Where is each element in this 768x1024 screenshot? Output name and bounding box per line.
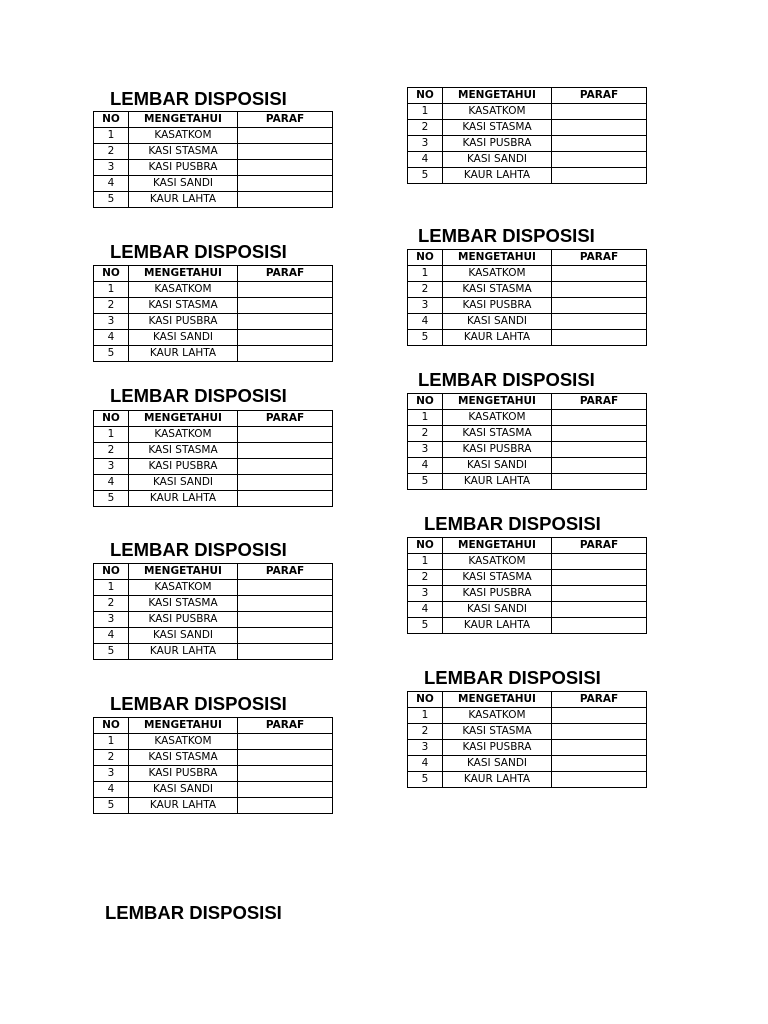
form-title: LEMBAR DISPOSISI [110, 539, 287, 560]
row-paraf [238, 459, 333, 475]
form-title: LEMBAR DISPOSISI [418, 369, 595, 390]
form-title: LEMBAR DISPOSISI [418, 225, 595, 246]
header-mengetahui: MENGETAHUI [443, 692, 552, 708]
header-no: NO [408, 88, 443, 104]
form-title: LEMBAR DISPOSISI [110, 88, 287, 109]
row-mengetahui: KAUR LAHTA [129, 798, 238, 814]
header-paraf: PARAF [552, 88, 647, 104]
row-mengetahui: KASI PUSBRA [443, 298, 552, 314]
row-number: 4 [408, 314, 443, 330]
row-number: 2 [408, 120, 443, 136]
form-title: LEMBAR DISPOSISI [424, 513, 601, 534]
table-row [408, 104, 647, 120]
row-mengetahui: KASATKOM [443, 104, 552, 120]
row-paraf [238, 734, 333, 750]
row-paraf [552, 756, 647, 772]
row-paraf [552, 442, 647, 458]
row-mengetahui: KASI SANDI [129, 330, 238, 346]
table-row [408, 120, 647, 136]
header-mengetahui: MENGETAHUI [129, 564, 238, 580]
header-no: NO [94, 411, 129, 427]
row-paraf [552, 104, 647, 120]
row-paraf [238, 160, 333, 176]
header-paraf: PARAF [238, 718, 333, 734]
table-header-row [94, 564, 333, 580]
row-mengetahui: KASI STASMA [443, 570, 552, 586]
table-row [408, 168, 647, 184]
row-number: 5 [408, 618, 443, 634]
row-paraf [238, 580, 333, 596]
row-number: 1 [408, 266, 443, 282]
row-number: 2 [408, 282, 443, 298]
table-row [94, 282, 333, 298]
table-row [408, 282, 647, 298]
row-mengetahui: KASI STASMA [129, 443, 238, 459]
row-paraf [238, 427, 333, 443]
row-number: 3 [408, 136, 443, 152]
table-row [408, 298, 647, 314]
row-paraf [552, 586, 647, 602]
row-mengetahui: KASI SANDI [129, 176, 238, 192]
table-header-row [408, 538, 647, 554]
row-paraf [238, 144, 333, 160]
table-row [408, 586, 647, 602]
row-mengetahui: KASI PUSBRA [129, 766, 238, 782]
disposition-table [407, 393, 647, 490]
row-number: 1 [94, 282, 129, 298]
table-row [94, 612, 333, 628]
header-mengetahui: MENGETAHUI [443, 88, 552, 104]
table-header-row [408, 250, 647, 266]
table-row [408, 458, 647, 474]
row-mengetahui: KASI PUSBRA [129, 612, 238, 628]
row-paraf [238, 298, 333, 314]
row-paraf [552, 168, 647, 184]
row-number: 5 [408, 474, 443, 490]
row-number: 3 [94, 160, 129, 176]
row-number: 1 [94, 580, 129, 596]
row-paraf [552, 772, 647, 788]
row-number: 3 [94, 612, 129, 628]
form-title: LEMBAR DISPOSISI [105, 902, 282, 923]
row-paraf [238, 798, 333, 814]
row-mengetahui: KASI SANDI [443, 756, 552, 772]
row-paraf [552, 708, 647, 724]
row-mengetahui: KASATKOM [443, 708, 552, 724]
disposition-table [407, 87, 647, 184]
row-mengetahui: KAUR LAHTA [443, 474, 552, 490]
row-paraf [552, 458, 647, 474]
table-row [94, 192, 333, 208]
header-no: NO [408, 250, 443, 266]
row-paraf [238, 766, 333, 782]
header-paraf: PARAF [238, 564, 333, 580]
row-paraf [238, 443, 333, 459]
form-title: LEMBAR DISPOSISI [110, 693, 287, 714]
table-row [408, 570, 647, 586]
row-number: 3 [94, 459, 129, 475]
row-number: 1 [94, 734, 129, 750]
table-row [94, 798, 333, 814]
row-number: 5 [408, 168, 443, 184]
row-number: 3 [94, 766, 129, 782]
row-paraf [552, 120, 647, 136]
row-paraf [238, 750, 333, 766]
table-row [94, 346, 333, 362]
row-number: 2 [408, 570, 443, 586]
form-title: LEMBAR DISPOSISI [424, 667, 601, 688]
row-number: 4 [408, 152, 443, 168]
row-paraf [552, 740, 647, 756]
row-paraf [552, 266, 647, 282]
row-number: 3 [408, 740, 443, 756]
table-header-row [94, 718, 333, 734]
row-number: 2 [408, 724, 443, 740]
table-header-row [408, 88, 647, 104]
table-row [408, 266, 647, 282]
header-no: NO [94, 112, 129, 128]
row-paraf [238, 330, 333, 346]
row-mengetahui: KASI SANDI [129, 782, 238, 798]
table-header-row [94, 411, 333, 427]
row-number: 4 [94, 475, 129, 491]
row-number: 2 [94, 298, 129, 314]
row-paraf [238, 128, 333, 144]
table-header-row [94, 266, 333, 282]
table-row [408, 442, 647, 458]
row-paraf [552, 152, 647, 168]
row-mengetahui: KAUR LAHTA [443, 330, 552, 346]
row-mengetahui: KAUR LAHTA [443, 772, 552, 788]
table-row [94, 596, 333, 612]
row-mengetahui: KASI STASMA [443, 282, 552, 298]
table-row [408, 426, 647, 442]
table-row [94, 144, 333, 160]
row-paraf [238, 176, 333, 192]
header-paraf: PARAF [552, 250, 647, 266]
row-paraf [238, 282, 333, 298]
row-number: 5 [94, 346, 129, 362]
row-mengetahui: KASI PUSBRA [443, 442, 552, 458]
table-header-row [94, 112, 333, 128]
table-row [94, 459, 333, 475]
table-row [94, 176, 333, 192]
row-mengetahui: KAUR LAHTA [129, 491, 238, 507]
row-mengetahui: KAUR LAHTA [129, 192, 238, 208]
row-number: 1 [408, 104, 443, 120]
table-row [408, 772, 647, 788]
row-mengetahui: KASI STASMA [129, 750, 238, 766]
row-paraf [552, 474, 647, 490]
header-mengetahui: MENGETAHUI [129, 266, 238, 282]
header-paraf: PARAF [238, 266, 333, 282]
row-number: 3 [408, 586, 443, 602]
row-mengetahui: KASI SANDI [443, 602, 552, 618]
table-row [408, 756, 647, 772]
row-number: 4 [408, 602, 443, 618]
row-number: 1 [94, 128, 129, 144]
row-number: 4 [408, 756, 443, 772]
row-mengetahui: KAUR LAHTA [443, 618, 552, 634]
row-mengetahui: KASI PUSBRA [129, 459, 238, 475]
row-number: 2 [94, 596, 129, 612]
disposition-table [93, 265, 333, 362]
header-paraf: PARAF [552, 394, 647, 410]
row-number: 2 [94, 443, 129, 459]
row-paraf [238, 782, 333, 798]
header-no: NO [94, 266, 129, 282]
disposition-table [93, 563, 333, 660]
row-mengetahui: KASI SANDI [443, 458, 552, 474]
table-row [408, 152, 647, 168]
row-mengetahui: KASI STASMA [443, 120, 552, 136]
disposition-table [407, 537, 647, 634]
row-number: 1 [408, 554, 443, 570]
table-row [94, 644, 333, 660]
row-mengetahui: KASI SANDI [443, 314, 552, 330]
row-number: 1 [94, 427, 129, 443]
row-paraf [552, 314, 647, 330]
header-mengetahui: MENGETAHUI [129, 411, 238, 427]
row-number: 3 [408, 442, 443, 458]
header-mengetahui: MENGETAHUI [443, 250, 552, 266]
table-row [408, 602, 647, 618]
table-row [94, 128, 333, 144]
row-number: 5 [94, 192, 129, 208]
row-paraf [552, 618, 647, 634]
row-number: 4 [94, 176, 129, 192]
table-row [408, 330, 647, 346]
row-mengetahui: KAUR LAHTA [129, 346, 238, 362]
disposition-table [93, 717, 333, 814]
header-mengetahui: MENGETAHUI [443, 394, 552, 410]
row-number: 2 [94, 144, 129, 160]
row-paraf [238, 491, 333, 507]
row-number: 4 [94, 330, 129, 346]
table-row [94, 314, 333, 330]
table-row [94, 427, 333, 443]
row-mengetahui: KASI STASMA [443, 426, 552, 442]
table-row [94, 298, 333, 314]
row-paraf [552, 136, 647, 152]
row-mengetahui: KASI SANDI [129, 475, 238, 491]
row-mengetahui: KASI STASMA [129, 596, 238, 612]
table-row [408, 740, 647, 756]
row-mengetahui: KASATKOM [443, 554, 552, 570]
header-mengetahui: MENGETAHUI [443, 538, 552, 554]
header-no: NO [94, 564, 129, 580]
table-row [94, 750, 333, 766]
row-paraf [238, 192, 333, 208]
row-mengetahui: KAUR LAHTA [443, 168, 552, 184]
row-paraf [552, 298, 647, 314]
row-paraf [552, 330, 647, 346]
row-paraf [238, 314, 333, 330]
row-mengetahui: KASI STASMA [129, 298, 238, 314]
table-row [94, 491, 333, 507]
row-mengetahui: KAUR LAHTA [129, 644, 238, 660]
row-number: 1 [408, 410, 443, 426]
table-row [94, 580, 333, 596]
row-paraf [552, 724, 647, 740]
table-header-row [408, 692, 647, 708]
table-row [94, 475, 333, 491]
row-paraf [238, 475, 333, 491]
table-row [94, 734, 333, 750]
row-number: 3 [94, 314, 129, 330]
row-paraf [552, 602, 647, 618]
header-no: NO [94, 718, 129, 734]
row-number: 5 [94, 798, 129, 814]
header-paraf: PARAF [552, 692, 647, 708]
header-paraf: PARAF [552, 538, 647, 554]
table-row [408, 314, 647, 330]
row-mengetahui: KASI PUSBRA [129, 160, 238, 176]
row-mengetahui: KASATKOM [129, 282, 238, 298]
form-title: LEMBAR DISPOSISI [110, 241, 287, 262]
row-mengetahui: KASI SANDI [129, 628, 238, 644]
row-number: 5 [94, 491, 129, 507]
row-paraf [552, 426, 647, 442]
table-row [408, 474, 647, 490]
row-number: 5 [408, 772, 443, 788]
row-paraf [238, 644, 333, 660]
row-number: 4 [94, 782, 129, 798]
row-paraf [238, 596, 333, 612]
table-row [94, 330, 333, 346]
row-number: 5 [94, 644, 129, 660]
disposition-table [407, 691, 647, 788]
row-paraf [552, 570, 647, 586]
table-row [408, 410, 647, 426]
row-number: 4 [94, 628, 129, 644]
table-row [408, 618, 647, 634]
table-row [408, 724, 647, 740]
table-row [408, 708, 647, 724]
header-no: NO [408, 538, 443, 554]
row-mengetahui: KASATKOM [129, 580, 238, 596]
table-header-row [408, 394, 647, 410]
table-row [94, 443, 333, 459]
table-row [408, 136, 647, 152]
row-mengetahui: KASI PUSBRA [129, 314, 238, 330]
header-paraf: PARAF [238, 112, 333, 128]
disposition-table [407, 249, 647, 346]
table-row [94, 782, 333, 798]
row-mengetahui: KASATKOM [129, 128, 238, 144]
row-number: 1 [408, 708, 443, 724]
header-no: NO [408, 692, 443, 708]
table-row [94, 766, 333, 782]
row-mengetahui: KASI STASMA [443, 724, 552, 740]
row-paraf [552, 554, 647, 570]
header-mengetahui: MENGETAHUI [129, 112, 238, 128]
header-paraf: PARAF [238, 411, 333, 427]
table-row [408, 554, 647, 570]
row-mengetahui: KASATKOM [443, 410, 552, 426]
row-mengetahui: KASATKOM [129, 427, 238, 443]
row-paraf [238, 612, 333, 628]
table-row [94, 628, 333, 644]
header-no: NO [408, 394, 443, 410]
row-mengetahui: KASI PUSBRA [443, 740, 552, 756]
header-mengetahui: MENGETAHUI [129, 718, 238, 734]
row-mengetahui: KASI PUSBRA [443, 136, 552, 152]
row-number: 3 [408, 298, 443, 314]
form-title: LEMBAR DISPOSISI [110, 385, 287, 406]
row-paraf [238, 628, 333, 644]
row-mengetahui: KASATKOM [129, 734, 238, 750]
row-mengetahui: KASI PUSBRA [443, 586, 552, 602]
row-mengetahui: KASATKOM [443, 266, 552, 282]
row-number: 2 [408, 426, 443, 442]
row-number: 5 [408, 330, 443, 346]
row-mengetahui: KASI STASMA [129, 144, 238, 160]
row-paraf [238, 346, 333, 362]
row-paraf [552, 282, 647, 298]
table-row [94, 160, 333, 176]
disposition-table [93, 410, 333, 507]
row-number: 2 [94, 750, 129, 766]
disposition-table [93, 111, 333, 208]
row-number: 4 [408, 458, 443, 474]
row-paraf [552, 410, 647, 426]
row-mengetahui: KASI SANDI [443, 152, 552, 168]
